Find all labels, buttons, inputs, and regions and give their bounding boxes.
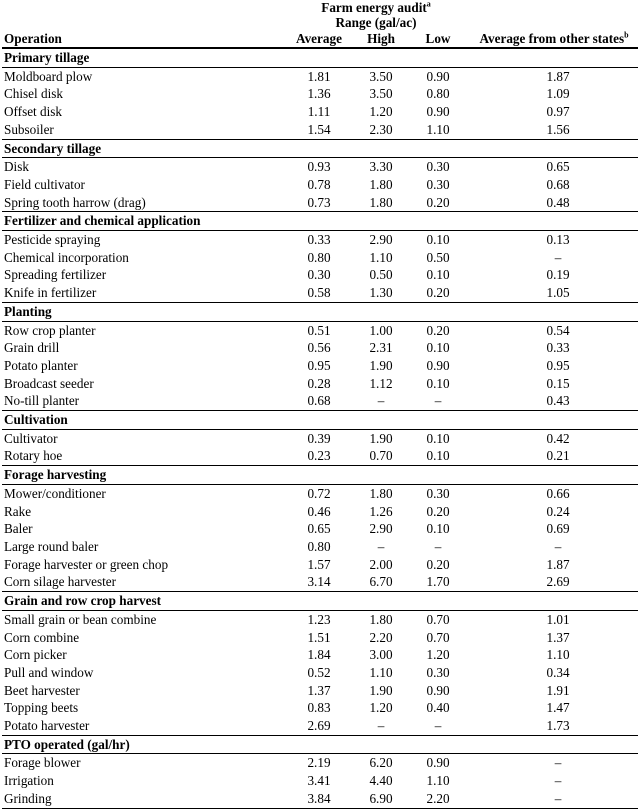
average-cell: 1.37 <box>307 682 331 698</box>
average-cell: 0.73 <box>282 194 356 212</box>
average-cell: 1.57 <box>307 556 331 572</box>
average-cell: 0.39 <box>307 430 331 446</box>
other-states-cell: 1.05 <box>470 284 638 302</box>
other-states-cell: 0.13 <box>546 232 570 248</box>
low-cell: 0.20 <box>426 503 450 519</box>
table-row <box>2 556 638 574</box>
average-cell: 0.93 <box>307 159 331 175</box>
low-cell: 0.90 <box>426 682 450 698</box>
table-row <box>2 664 638 682</box>
category-row <box>2 735 638 754</box>
other-states-cell: 0.15 <box>546 375 570 391</box>
operation-cell: Spreading fertilizer <box>4 267 107 283</box>
table-row <box>2 573 638 591</box>
table-row <box>2 682 638 700</box>
high-cell: – <box>356 392 406 410</box>
high-cell: 6.70 <box>356 573 406 591</box>
average-cell: 3.14 <box>282 573 356 591</box>
other-states-cell: 0.19 <box>546 267 570 283</box>
average-cell: 0.95 <box>307 357 331 373</box>
table-row <box>2 790 638 808</box>
operation-cell: Broadcast seeder <box>4 375 94 391</box>
operation-cell: Mower/conditioner <box>4 485 106 501</box>
low-cell: – <box>406 392 470 410</box>
other-states-cell: – <box>470 790 638 808</box>
table-row <box>2 85 638 103</box>
col-low: Low <box>406 30 470 48</box>
table-row <box>2 121 638 139</box>
operation-cell: Beet harvester <box>4 682 80 698</box>
high-cell: 3.50 <box>369 68 393 84</box>
operation-cell: Knife in fertilizer <box>2 284 282 302</box>
operation-cell: Pesticide spraying <box>4 232 101 248</box>
high-cell: 1.10 <box>369 249 393 265</box>
table-row <box>2 629 638 647</box>
low-cell: 0.30 <box>426 159 450 175</box>
audit-title: Farm energy audit$^a$ <box>321 0 431 15</box>
average-cell: 1.51 <box>307 629 331 645</box>
other-states-cell: 1.87 <box>546 556 570 572</box>
high-cell: 1.30 <box>356 284 406 302</box>
table-row <box>2 429 638 447</box>
table-body <box>2 48 638 808</box>
average-cell: 0.83 <box>307 700 331 716</box>
operation-cell: No-till planter <box>2 392 282 410</box>
high-cell: 3.50 <box>369 86 393 102</box>
other-states-cell: 0.69 <box>546 521 570 537</box>
operation-cell: Offset disk <box>4 104 62 120</box>
category-label: Planting <box>2 302 638 321</box>
high-cell: 1.00 <box>369 322 393 338</box>
other-states-cell: 1.56 <box>470 121 638 139</box>
high-cell: 2.90 <box>369 521 393 537</box>
table-row <box>2 249 638 267</box>
table-row <box>2 176 638 194</box>
other-states-cell: 1.37 <box>546 629 570 645</box>
category-row <box>2 466 638 485</box>
low-cell: 0.50 <box>426 249 450 265</box>
other-states-cell: 0.95 <box>546 357 570 373</box>
table-row <box>2 538 638 556</box>
average-cell: 0.80 <box>307 538 331 554</box>
average-cell: 2.19 <box>307 755 331 771</box>
other-states-cell: – <box>554 773 562 789</box>
operation-cell: Grinding <box>2 790 282 808</box>
high-cell: 1.80 <box>369 485 393 501</box>
average-cell: 1.23 <box>307 611 331 627</box>
col-other-states: Average from other states$^b$ <box>470 30 638 48</box>
other-states-cell: 1.10 <box>546 647 570 663</box>
other-states-cell: 0.65 <box>546 159 570 175</box>
average-cell: 1.36 <box>307 86 331 102</box>
table-row <box>2 194 638 212</box>
high-cell: 1.10 <box>369 664 393 680</box>
category-label: Secondary tillage <box>2 139 638 158</box>
low-cell: 0.80 <box>426 86 450 102</box>
low-cell: 0.20 <box>426 322 450 338</box>
table-row <box>2 447 638 465</box>
low-cell: 1.70 <box>406 573 470 591</box>
average-cell: 0.72 <box>307 485 331 501</box>
average-cell: 0.51 <box>307 322 331 338</box>
average-cell: 0.33 <box>307 232 331 248</box>
table-row <box>2 699 638 717</box>
average-cell: 1.54 <box>282 121 356 139</box>
operation-cell: Baler <box>4 521 33 537</box>
high-cell: 1.90 <box>369 357 393 373</box>
other-states-cell: 0.33 <box>546 340 570 356</box>
operation-cell: Subsoiler <box>2 121 282 139</box>
other-states-cell: 0.21 <box>470 447 638 465</box>
table-row <box>2 103 638 121</box>
average-cell: 1.11 <box>307 104 331 120</box>
low-cell: 0.20 <box>406 284 470 302</box>
category-row <box>2 411 638 430</box>
high-cell: 1.90 <box>369 430 393 446</box>
high-cell: 1.80 <box>356 194 406 212</box>
energy-use-table <box>2 0 638 809</box>
category-row <box>2 592 638 611</box>
low-cell: 0.20 <box>406 194 470 212</box>
table-row <box>2 67 638 85</box>
low-cell: 0.70 <box>426 629 450 645</box>
low-cell: 0.90 <box>426 68 450 84</box>
operation-cell: Corn combine <box>4 629 80 645</box>
table-row <box>2 717 638 735</box>
high-cell: 2.31 <box>369 340 393 356</box>
high-cell: 6.20 <box>369 755 393 771</box>
average-cell: 0.30 <box>307 267 331 283</box>
operation-cell: Rotary hoe <box>2 447 282 465</box>
category-row <box>2 139 638 158</box>
low-cell: 0.10 <box>426 521 450 537</box>
low-cell: 0.20 <box>426 556 450 572</box>
high-cell: 1.26 <box>369 503 393 519</box>
high-cell: 1.80 <box>369 611 393 627</box>
high-cell: 2.90 <box>369 232 393 248</box>
high-cell: 1.12 <box>369 375 393 391</box>
low-cell: 0.30 <box>426 176 450 192</box>
average-cell: 0.68 <box>282 392 356 410</box>
low-cell: 0.30 <box>426 485 450 501</box>
operation-cell: Pull and window <box>4 664 94 680</box>
high-cell: 4.40 <box>369 773 393 789</box>
other-states-cell: 0.54 <box>546 322 570 338</box>
other-states-cell: 1.91 <box>546 682 570 698</box>
other-states-cell: 2.69 <box>470 573 638 591</box>
other-states-cell: – <box>554 755 562 771</box>
operation-cell: Irrigation <box>4 773 54 789</box>
other-states-cell: 1.01 <box>546 611 570 627</box>
operation-cell: Small grain or bean combine <box>4 611 157 627</box>
header-row-range <box>2 15 638 30</box>
low-cell: 0.30 <box>426 664 450 680</box>
col-operation: Operation <box>2 30 282 48</box>
low-cell: 0.10 <box>426 267 450 283</box>
other-states-cell: 0.34 <box>546 664 570 680</box>
operation-cell: Topping beets <box>4 700 79 716</box>
operation-cell: Chisel disk <box>4 86 63 102</box>
high-cell: 1.90 <box>369 682 393 698</box>
average-cell: 0.58 <box>282 284 356 302</box>
average-cell: 1.81 <box>307 68 331 84</box>
other-states-cell: 1.47 <box>546 700 570 716</box>
average-cell: 0.80 <box>307 249 331 265</box>
other-states-cell: 0.43 <box>470 392 638 410</box>
other-states-cell: 0.68 <box>546 176 570 192</box>
other-states-cell: 0.42 <box>546 430 570 446</box>
low-cell: 0.90 <box>426 755 450 771</box>
operation-cell: Large round baler <box>4 538 99 554</box>
table-row <box>2 321 638 339</box>
low-cell: 0.90 <box>426 104 450 120</box>
high-cell: 1.20 <box>369 700 393 716</box>
low-cell: 0.10 <box>426 375 450 391</box>
operation-cell: Corn silage harvester <box>2 573 282 591</box>
operation-cell: Disk <box>4 159 29 175</box>
operation-cell: Potato harvester <box>2 717 282 735</box>
low-cell: 0.10 <box>426 232 450 248</box>
category-label: Fertilizer and chemical application <box>2 212 638 231</box>
average-cell: 3.41 <box>307 773 331 789</box>
table-row <box>2 610 638 628</box>
operation-cell: Forage harvester or green chop <box>4 556 169 572</box>
low-cell: 1.10 <box>406 121 470 139</box>
other-states-cell: – <box>554 249 562 265</box>
average-cell: 0.46 <box>307 503 331 519</box>
table-row <box>2 392 638 410</box>
table-row <box>2 503 638 521</box>
average-cell: 1.84 <box>307 647 331 663</box>
average-cell: 0.65 <box>307 521 331 537</box>
high-cell: 2.30 <box>356 121 406 139</box>
high-cell: 1.80 <box>369 176 393 192</box>
table-row <box>2 339 638 357</box>
average-cell: 2.69 <box>282 717 356 735</box>
average-cell: 0.28 <box>307 375 331 391</box>
category-label: Forage harvesting <box>2 466 638 485</box>
table-row <box>2 266 638 284</box>
category-label: Grain and row crop harvest <box>2 592 638 611</box>
table-row <box>2 284 638 302</box>
low-cell: 2.20 <box>406 790 470 808</box>
high-cell: 0.70 <box>356 447 406 465</box>
operation-cell: Row crop planter <box>4 322 96 338</box>
category-row <box>2 48 638 67</box>
category-row <box>2 302 638 321</box>
operation-cell: Corn picker <box>4 647 67 663</box>
table-row <box>2 484 638 502</box>
operation-cell: Chemical incorporation <box>4 249 129 265</box>
category-label: Cultivation <box>2 411 638 430</box>
high-cell: 6.90 <box>356 790 406 808</box>
average-cell: 0.56 <box>307 340 331 356</box>
low-cell: 0.10 <box>406 447 470 465</box>
header-row-columns <box>2 30 638 48</box>
low-cell: 0.70 <box>426 611 450 627</box>
low-cell: 0.90 <box>426 357 450 373</box>
operation-cell: Cultivator <box>4 430 58 446</box>
table-row <box>2 375 638 393</box>
high-cell: – <box>377 538 385 554</box>
high-cell: 2.20 <box>369 629 393 645</box>
operation-cell: Rake <box>4 503 32 519</box>
other-states-cell: 1.09 <box>546 86 570 102</box>
operation-cell: Moldboard plow <box>4 68 93 84</box>
low-cell: 0.10 <box>426 340 450 356</box>
col-average: Average <box>282 30 356 48</box>
high-cell: 3.00 <box>369 647 393 663</box>
table-row <box>2 646 638 664</box>
other-states-cell: 1.87 <box>546 68 570 84</box>
high-cell: – <box>356 717 406 735</box>
other-states-cell: – <box>554 538 562 554</box>
high-cell: 0.50 <box>369 267 393 283</box>
table-row <box>2 772 638 790</box>
low-cell: 1.20 <box>426 647 450 663</box>
col-high: High <box>356 30 406 48</box>
operation-cell: Forage blower <box>4 755 81 771</box>
range-title: Range (gal/ac) <box>335 15 417 30</box>
table-row <box>2 520 638 538</box>
average-cell: 0.78 <box>307 176 331 192</box>
category-row <box>2 212 638 231</box>
other-states-cell: 0.66 <box>546 485 570 501</box>
low-cell: – <box>406 717 470 735</box>
table-row <box>2 158 638 176</box>
low-cell: 1.10 <box>426 773 450 789</box>
other-states-cell: 0.97 <box>546 104 570 120</box>
operation-cell: Potato planter <box>4 357 78 373</box>
high-cell: 3.30 <box>369 159 393 175</box>
high-cell: 2.00 <box>369 556 393 572</box>
category-label: Primary tillage <box>2 48 638 67</box>
operation-cell: Grain drill <box>4 340 60 356</box>
table-row <box>2 231 638 249</box>
table-row <box>2 357 638 375</box>
table-row <box>2 754 638 772</box>
other-states-cell: 1.73 <box>470 717 638 735</box>
low-cell: 0.40 <box>426 700 450 716</box>
low-cell: 0.10 <box>426 430 450 446</box>
average-cell: 3.84 <box>282 790 356 808</box>
header-row-audit <box>2 0 638 15</box>
low-cell: – <box>434 538 442 554</box>
category-label: PTO operated (gal/hr) <box>2 735 638 754</box>
operation-cell: Spring tooth harrow (drag) <box>2 194 282 212</box>
other-states-cell: 0.24 <box>546 503 570 519</box>
operation-cell: Field cultivator <box>4 176 85 192</box>
average-cell: 0.52 <box>307 664 331 680</box>
high-cell: 1.20 <box>369 104 393 120</box>
other-states-cell: 0.48 <box>470 194 638 212</box>
average-cell: 0.23 <box>282 447 356 465</box>
